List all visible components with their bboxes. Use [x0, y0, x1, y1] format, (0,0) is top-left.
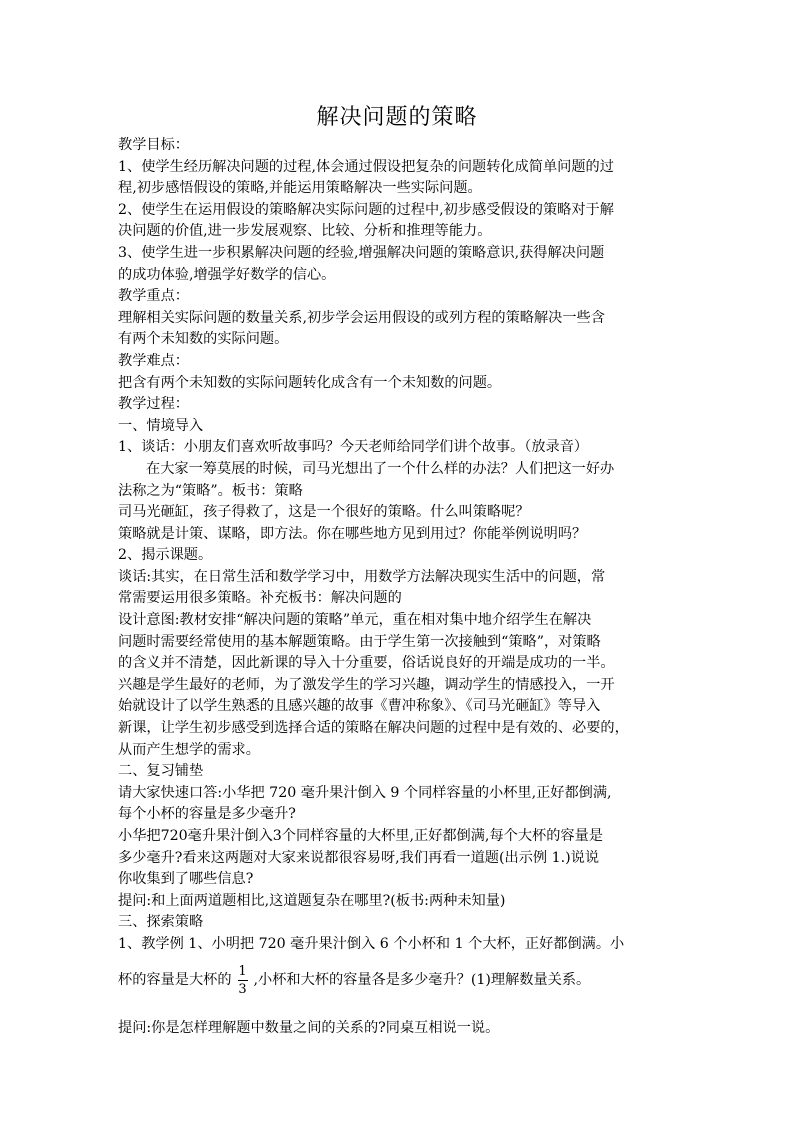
text-line: 多少毫升?看来这两题对大家来说都很容易呀,我们再看一道题(出示例 1.)说说	[118, 849, 600, 866]
text-line: 2、使学生在运用假设的策略解决实际问题的过程中,初步感受假设的策略对于解	[118, 201, 614, 218]
fraction-line-before: 杯的容量是大杯的	[118, 971, 232, 988]
text-line: 问题时需要经常使用的基本解题策略。由于学生第一次接触到“策略”，对策略	[118, 633, 601, 650]
text-line: 兴趣是学生最好的老师，为了激发学生的学习兴趣，调动学生的情感投入，一开	[118, 676, 615, 693]
fraction-denominator: 3	[238, 982, 247, 998]
text-line: 的含义并不清楚，因此新课的导入十分重要，俗话说良好的开端是成功的一半。	[118, 655, 615, 672]
text-line: 请大家快速口答:小华把 720 毫升果汁倒入 9 个同样容量的小杯里,正好都倒满,	[118, 784, 612, 801]
text-line: 理解相关实际问题的数量关系,初步学会运用假设的或列方程的策略解决一些含	[118, 309, 605, 326]
text-line: 教学目标：	[118, 137, 189, 153]
text-line: 1、教学例 1、小明把 720 毫升果汁倒入 6 个小杯和 1 个大杯，正好都倒满。小	[118, 935, 625, 952]
text-line: 从而产生想学的需求。	[118, 741, 260, 758]
text-line: 设计意图:教材安排“解决问题的策略”单元，重在相对集中地介绍学生在解决	[118, 612, 592, 629]
text-line: 1、使学生经历解决问题的过程,体会通过假设把复杂的问题转化成简单问题的过	[118, 158, 614, 175]
text-line: 1、谈话：小朋友们喜欢听故事吗？今天老师给同学们讲个故事。（放录音）	[118, 439, 589, 456]
text-line: 决问题的价值,进一步发展观察、比较、分析和推理等能力。	[118, 223, 492, 240]
text-line: 教学重点：	[118, 288, 189, 305]
fraction-bar	[238, 980, 248, 981]
text-line: 在大家一筹莫展的时候，司马光想出了一个什么样的办法？人们把这一好办	[146, 460, 615, 477]
text-line: 教学过程：	[118, 396, 189, 413]
text-line: 常需要运用很多策略。补充板书：解决问题的	[118, 590, 402, 607]
text-line: 你收集到了哪些信息?	[118, 871, 254, 888]
section-heading: 二、复习铺垫	[118, 763, 204, 780]
text-line: 新课，让学生初步感受到选择合适的策略在解决问题的过程中是有效的、必要的，	[118, 720, 629, 737]
text-line: 程,初步感悟假设的策略,并能运用策略解决一些实际问题。	[118, 180, 482, 197]
fraction-line-after: ,小杯和大杯的容量各是多少毫升？(1)理解数量关系。	[253, 971, 591, 988]
text-line: 3、使学生进一步积累解决问题的经验,增强解决问题的策略意识,获得解决问题	[118, 244, 605, 261]
text-line: 提问:你是怎样理解题中数量之间的关系的?同桌互相说一说。	[118, 1019, 500, 1036]
document-body	[118, 135, 684, 1039]
document-title: 解决问题的策略	[316, 105, 478, 130]
text-line: 2、揭示课题。	[118, 547, 213, 564]
text-line: 把含有两个未知数的实际问题转化成含有一个未知数的问题。	[118, 374, 502, 391]
text-line: 有两个未知数的实际问题。	[118, 331, 289, 348]
fraction	[238, 964, 248, 997]
section-heading: 一、情境导入	[118, 417, 204, 434]
fraction-numerator: 1	[238, 964, 247, 980]
text-line: 司马光砸缸，孩子得救了，这是一个很好的策略。什么叫策略呢？	[118, 504, 530, 521]
text-line: 教学难点：	[118, 352, 189, 369]
text-line: 始就设计了以学生熟悉的且感兴趣的故事《曹冲称象》、《司马光砸缸》等导入	[118, 698, 601, 715]
text-line: 小华把720毫升果汁倒入3个同样容量的大杯里,正好都倒满,每个大杯的容量是	[118, 828, 603, 844]
section-heading: 三、探索策略	[118, 914, 204, 931]
text-line: 的成功体验,增强学好数学的信心。	[118, 266, 336, 283]
text-line: 策略就是计策、谋略，即方法。你在哪些地方见到用过？你能举例说明吗？	[118, 525, 587, 542]
text-line: 每个小杯的容量是多少毫升?	[118, 806, 296, 823]
text-line: 提问:和上面两道题相比,这道题复杂在哪里?(板书:两种未知量)	[118, 892, 506, 909]
text-line: 法称之为“策略”。板书：策略	[118, 482, 303, 499]
fraction-text-line	[118, 956, 684, 1006]
text-line: 谈话:其实，在日常生活和数学学习中，用数学方法解决现实生活中的问题，常	[118, 568, 606, 585]
